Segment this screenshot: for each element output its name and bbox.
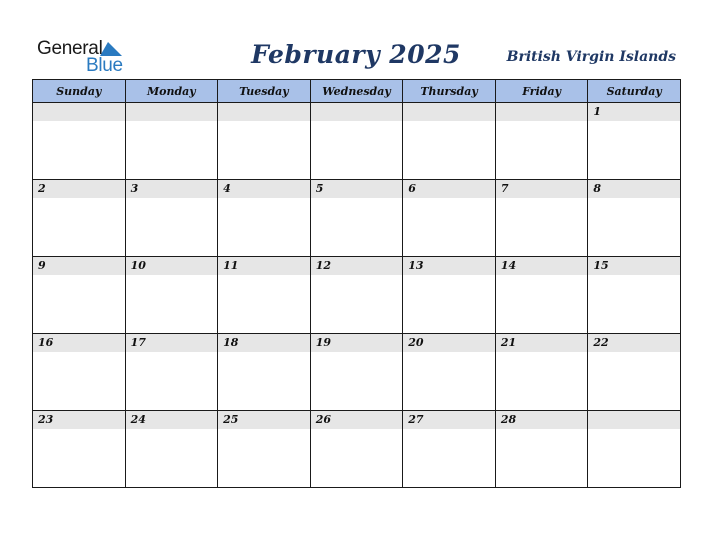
day-number <box>403 103 495 121</box>
week-row <box>33 334 681 411</box>
day-cell <box>403 334 496 411</box>
day-number: 14 <box>496 257 588 275</box>
day-number: 11 <box>218 257 310 275</box>
day-number <box>218 103 310 121</box>
weekday-header: Saturday <box>588 80 681 103</box>
day-number: 19 <box>311 334 403 352</box>
logo-text-blue: Blue <box>86 55 123 76</box>
day-cell <box>495 257 588 334</box>
weekday-header: Tuesday <box>218 80 311 103</box>
week-row <box>33 103 681 180</box>
day-number <box>311 103 403 121</box>
weekday-header: Monday <box>125 80 218 103</box>
day-number: 12 <box>311 257 403 275</box>
day-cell <box>403 180 496 257</box>
day-number: 1 <box>588 103 680 121</box>
calendar-grid <box>32 79 681 488</box>
day-number: 28 <box>496 411 588 429</box>
day-number: 27 <box>403 411 495 429</box>
day-number: 5 <box>311 180 403 198</box>
day-number <box>33 103 125 121</box>
day-number: 13 <box>403 257 495 275</box>
day-cell <box>403 103 496 180</box>
day-number: 7 <box>496 180 588 198</box>
week-row <box>33 257 681 334</box>
day-cell <box>588 180 681 257</box>
day-number: 24 <box>126 411 218 429</box>
day-cell <box>495 103 588 180</box>
day-number <box>126 103 218 121</box>
day-cell <box>125 334 218 411</box>
page-title: February 2025 <box>251 40 461 69</box>
day-number: 9 <box>33 257 125 275</box>
day-cell <box>495 334 588 411</box>
weekday-header-row <box>33 80 681 103</box>
day-cell <box>310 411 403 488</box>
day-cell <box>495 411 588 488</box>
day-number: 21 <box>496 334 588 352</box>
day-cell <box>588 411 681 488</box>
day-number: 20 <box>403 334 495 352</box>
day-cell <box>310 257 403 334</box>
day-cell <box>125 103 218 180</box>
day-number: 15 <box>588 257 680 275</box>
day-number: 6 <box>403 180 495 198</box>
day-number: 25 <box>218 411 310 429</box>
day-cell <box>33 103 126 180</box>
day-cell <box>310 180 403 257</box>
day-cell <box>218 180 311 257</box>
day-cell <box>403 257 496 334</box>
week-row <box>33 180 681 257</box>
weekday-header: Sunday <box>33 80 126 103</box>
day-number: 16 <box>33 334 125 352</box>
region-name: British Virgin Islands <box>506 49 676 65</box>
day-number: 2 <box>33 180 125 198</box>
day-number: 8 <box>588 180 680 198</box>
weekday-header: Friday <box>495 80 588 103</box>
day-number: 3 <box>126 180 218 198</box>
day-cell <box>588 103 681 180</box>
day-cell <box>33 411 126 488</box>
day-cell <box>33 257 126 334</box>
day-cell <box>218 334 311 411</box>
day-cell <box>33 334 126 411</box>
day-number: 18 <box>218 334 310 352</box>
day-number: 17 <box>126 334 218 352</box>
week-row <box>33 411 681 488</box>
day-number <box>496 103 588 121</box>
day-cell <box>310 103 403 180</box>
logo-text-general: General <box>37 38 103 59</box>
day-cell <box>33 180 126 257</box>
weekday-header: Wednesday <box>310 80 403 103</box>
day-cell <box>310 334 403 411</box>
day-number: 4 <box>218 180 310 198</box>
day-number: 26 <box>311 411 403 429</box>
day-cell <box>588 334 681 411</box>
day-number: 23 <box>33 411 125 429</box>
day-cell <box>588 257 681 334</box>
day-cell <box>218 411 311 488</box>
day-cell <box>403 411 496 488</box>
day-cell <box>495 180 588 257</box>
weekday-header: Thursday <box>403 80 496 103</box>
day-number: 22 <box>588 334 680 352</box>
day-cell <box>218 103 311 180</box>
day-number <box>588 411 680 429</box>
day-number: 10 <box>126 257 218 275</box>
day-cell <box>125 257 218 334</box>
day-cell <box>125 180 218 257</box>
day-cell <box>218 257 311 334</box>
day-cell <box>125 411 218 488</box>
